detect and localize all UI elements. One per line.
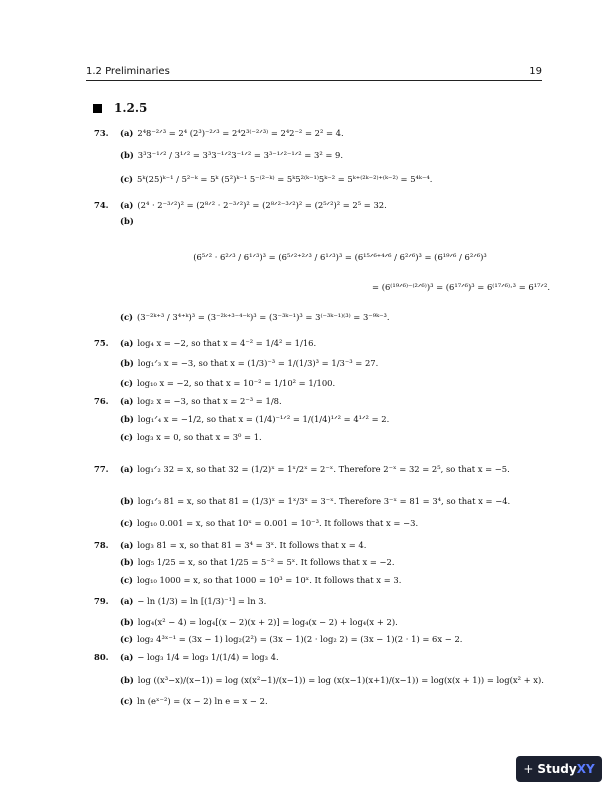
equation: log₁ᐟ₃ 81 = x, so that 81 = (1/3)ˣ = 1ˣ/3ˣ = 3⁻ˣ. Therefore 3⁻ˣ = 81 = 3⁴, so that x = −4. — [137, 496, 511, 506]
display-equation-74b-line2: = (6⁽¹⁹ᐟ⁶⁾⁻⁽²ᐟ⁶⁾)³ = (6¹⁷ᐟ⁶)³ = 6⁽¹⁷ᐟ⁶⁾·³ = 6¹⁷ᐟ². — [372, 282, 550, 292]
problem-number: 73. — [94, 128, 109, 138]
part-label: (a) — [120, 396, 134, 406]
equation: 2⁴8⁻²ᐟ³ = 2⁴ (2³)⁻²ᐟ³ = 2⁴2³⁽⁻²ᐟ³⁾ = 2⁴2⁻² = 2² = 4. — [137, 128, 344, 138]
part-label: (b) — [120, 557, 134, 567]
problem-74c — [94, 312, 390, 322]
equation: log₂ x = −3, so that x = 2⁻³ = 1/8. — [137, 396, 282, 406]
equation: log₃ 81 = x, so that 81 = 3⁴ = 3ˣ. It follows that x = 4. — [137, 540, 367, 550]
equation: (3⁻²ᵏ⁺³ / 3⁴⁺ᵏ)³ = (3⁻²ᵏ⁺³⁻⁴⁻ᵏ)³ = (3⁻³ᵏ⁻¹)³ = 3⁽⁻³ᵏ⁻¹⁾⁽³⁾ = 3⁻⁹ᵏ⁻³. — [137, 312, 390, 322]
plus-icon: + — [523, 762, 534, 776]
equation: log₁ᐟ₃ x = −3, so that x = (1/3)⁻³ = 1/(1/3)³ = 1/3⁻³ = 27. — [137, 358, 379, 368]
part-label: (c) — [120, 432, 134, 442]
equation: log₃ x = 0, so that x = 3⁰ = 1. — [137, 432, 262, 442]
part-label: (c) — [120, 634, 134, 644]
section-heading — [93, 101, 147, 115]
solution-line — [94, 432, 262, 442]
part-label: (a) — [120, 464, 134, 474]
problem-number: 80. — [94, 652, 109, 662]
part-label: (c) — [120, 696, 134, 706]
solution-line — [94, 617, 398, 627]
part-label: (a) — [120, 652, 134, 662]
equation: log ((x³−x)/(x−1)) = log (x(x²−1)/(x−1)) = log (x(x−1)(x+1)/(x−1)) = log(x(x + 1)) = log(x² + x). — [137, 675, 544, 685]
solution-line — [94, 518, 418, 528]
equation: log₁₀ 1000 = x, so that 1000 = 10³ = 10ˣ. It follows that x = 3. — [137, 575, 402, 585]
part-label: (a) — [120, 200, 134, 210]
solution-line — [94, 652, 279, 662]
part-label: (a) — [120, 540, 134, 550]
equation: log₂ 4³ˣ⁻¹ = (3x − 1) log₂(2²) = (3x − 1)(2 · log₂ 2) = (3x − 1)(2 · 1) = 6x − 2. — [137, 634, 463, 644]
equation: − log₃ 1/4 = log₃ 1/(1/4) = log₃ 4. — [137, 652, 279, 662]
solution-line — [94, 396, 282, 406]
part-label: (c) — [120, 174, 134, 184]
solution-line — [94, 596, 266, 606]
part-label: (a) — [120, 338, 134, 348]
equation: ln (eˣ⁻²) = (x − 2) ln e = x − 2. — [137, 696, 268, 706]
solution-line — [94, 575, 401, 585]
page-number: 19 — [529, 66, 542, 77]
part-label: (a) — [120, 128, 134, 138]
problem-number: 75. — [94, 338, 109, 348]
equation: log₄(x² − 4) = log₄[(x − 2)(x + 2)] = log₄(x − 2) + log₄(x + 2). — [137, 617, 398, 627]
solution-line — [94, 540, 366, 550]
solution-line — [94, 675, 544, 685]
running-title: 1.2 Preliminaries — [86, 66, 170, 77]
display-equation-74b-line1: (6⁵ᐟ² · 6²ᐟ³ / 6¹ᐟ³)³ = (6⁵ᐟ²⁺²ᐟ³ / 6¹ᐟ³)³ = (6¹⁵ᐟ⁶⁺⁴ᐟ⁶ / 6²ᐟ⁶)³ = (6¹⁹ᐟ⁶ / 6²ᐟ⁶)³ — [193, 252, 487, 262]
solution-line — [94, 378, 335, 388]
part-label: (b) — [120, 675, 134, 685]
problem-number: 76. — [94, 396, 109, 406]
part-label: (a) — [120, 596, 134, 606]
equation: log₁ᐟ₄ x = −1/2, so that x = (1/4)⁻¹ᐟ² = 1/(1/4)¹ᐟ² = 4¹ᐟ² = 2. — [137, 414, 390, 424]
equation: log₅ 1/25 = x, so that 1/25 = 5⁻² = 5ˣ. It follows that x = −2. — [137, 557, 395, 567]
solution-line — [94, 464, 510, 474]
part-label: (c) — [120, 518, 134, 528]
studyxy-logo: + StudyXY — [516, 756, 602, 782]
solution-line — [94, 634, 462, 644]
equation: log₁ᐟ₂ 32 = x, so that 32 = (1/2)ˣ = 1ˣ/2ˣ = 2⁻ˣ. Therefore 2⁻ˣ = 32 = 2⁵, so that x = −5. — [137, 464, 510, 474]
solution-line — [94, 338, 316, 348]
equation: log₄ x = −2, so that x = 4⁻² = 1/4² = 1/16. — [137, 338, 317, 348]
solution-line — [94, 358, 378, 368]
part-label: (b) — [120, 216, 134, 226]
solution-line — [94, 216, 138, 226]
solution-line — [94, 414, 389, 424]
solution-line — [94, 150, 343, 160]
solution-line — [94, 496, 510, 506]
problem-number: 74. — [94, 200, 109, 210]
section-number: 1.2.5 — [114, 101, 148, 115]
equation: 3³3⁻¹ᐟ² / 3¹ᐟ² = 3³3⁻¹ᐟ²3⁻¹ᐟ² = 3³⁻¹ᐟ²⁻¹ᐟ² = 3² = 9. — [137, 150, 344, 160]
part-label: (c) — [120, 378, 134, 388]
part-label: (c) — [120, 575, 134, 585]
part-label: (b) — [120, 358, 134, 368]
equation: (2⁴ · 2⁻³ᐟ²)² = (2⁸ᐟ² · 2⁻³ᐟ²)² = (2⁸ᐟ²⁻³ᐟ²)² = (2⁵ᐟ²)² = 2⁵ = 32. — [137, 200, 387, 210]
solution-line — [94, 128, 344, 138]
page-header — [86, 66, 542, 81]
equation: log₁₀ x = −2, so that x = 10⁻² = 1/10² = 1/100. — [137, 378, 336, 388]
problem-number: 78. — [94, 540, 109, 550]
solution-line — [94, 557, 395, 567]
solution-line — [94, 200, 387, 210]
equation: 5ᵏ(25)ᵏ⁻¹ / 5²⁻ᵏ = 5ᵏ (5²)ᵏ⁻¹ 5⁻⁽²⁻ᵏ⁾ = 5ᵏ5²⁽ᵏ⁻¹⁾5ᵏ⁻² = 5ᵏ⁺⁽²ᵏ⁻²⁾⁺⁽ᵏ⁻²⁾ = 5⁴ᵏ⁻⁴. — [137, 174, 433, 184]
square-bullet-icon — [93, 104, 102, 113]
equation: log₁₀ 0.001 = x, so that 10ˣ = 0.001 = 10⁻³. It follows that x = −3. — [137, 518, 419, 528]
part-label: (b) — [120, 496, 134, 506]
part-label: (b) — [120, 617, 134, 627]
problem-number: 77. — [94, 464, 109, 474]
problem-number: 79. — [94, 596, 109, 606]
solution-line — [94, 174, 432, 184]
part-label: (b) — [120, 414, 134, 424]
equation: − ln (1/3) = ln [(1/3)⁻¹] = ln 3. — [137, 596, 267, 606]
part-label: (c) — [120, 312, 134, 322]
part-label: (b) — [120, 150, 134, 160]
solution-line — [94, 696, 268, 706]
